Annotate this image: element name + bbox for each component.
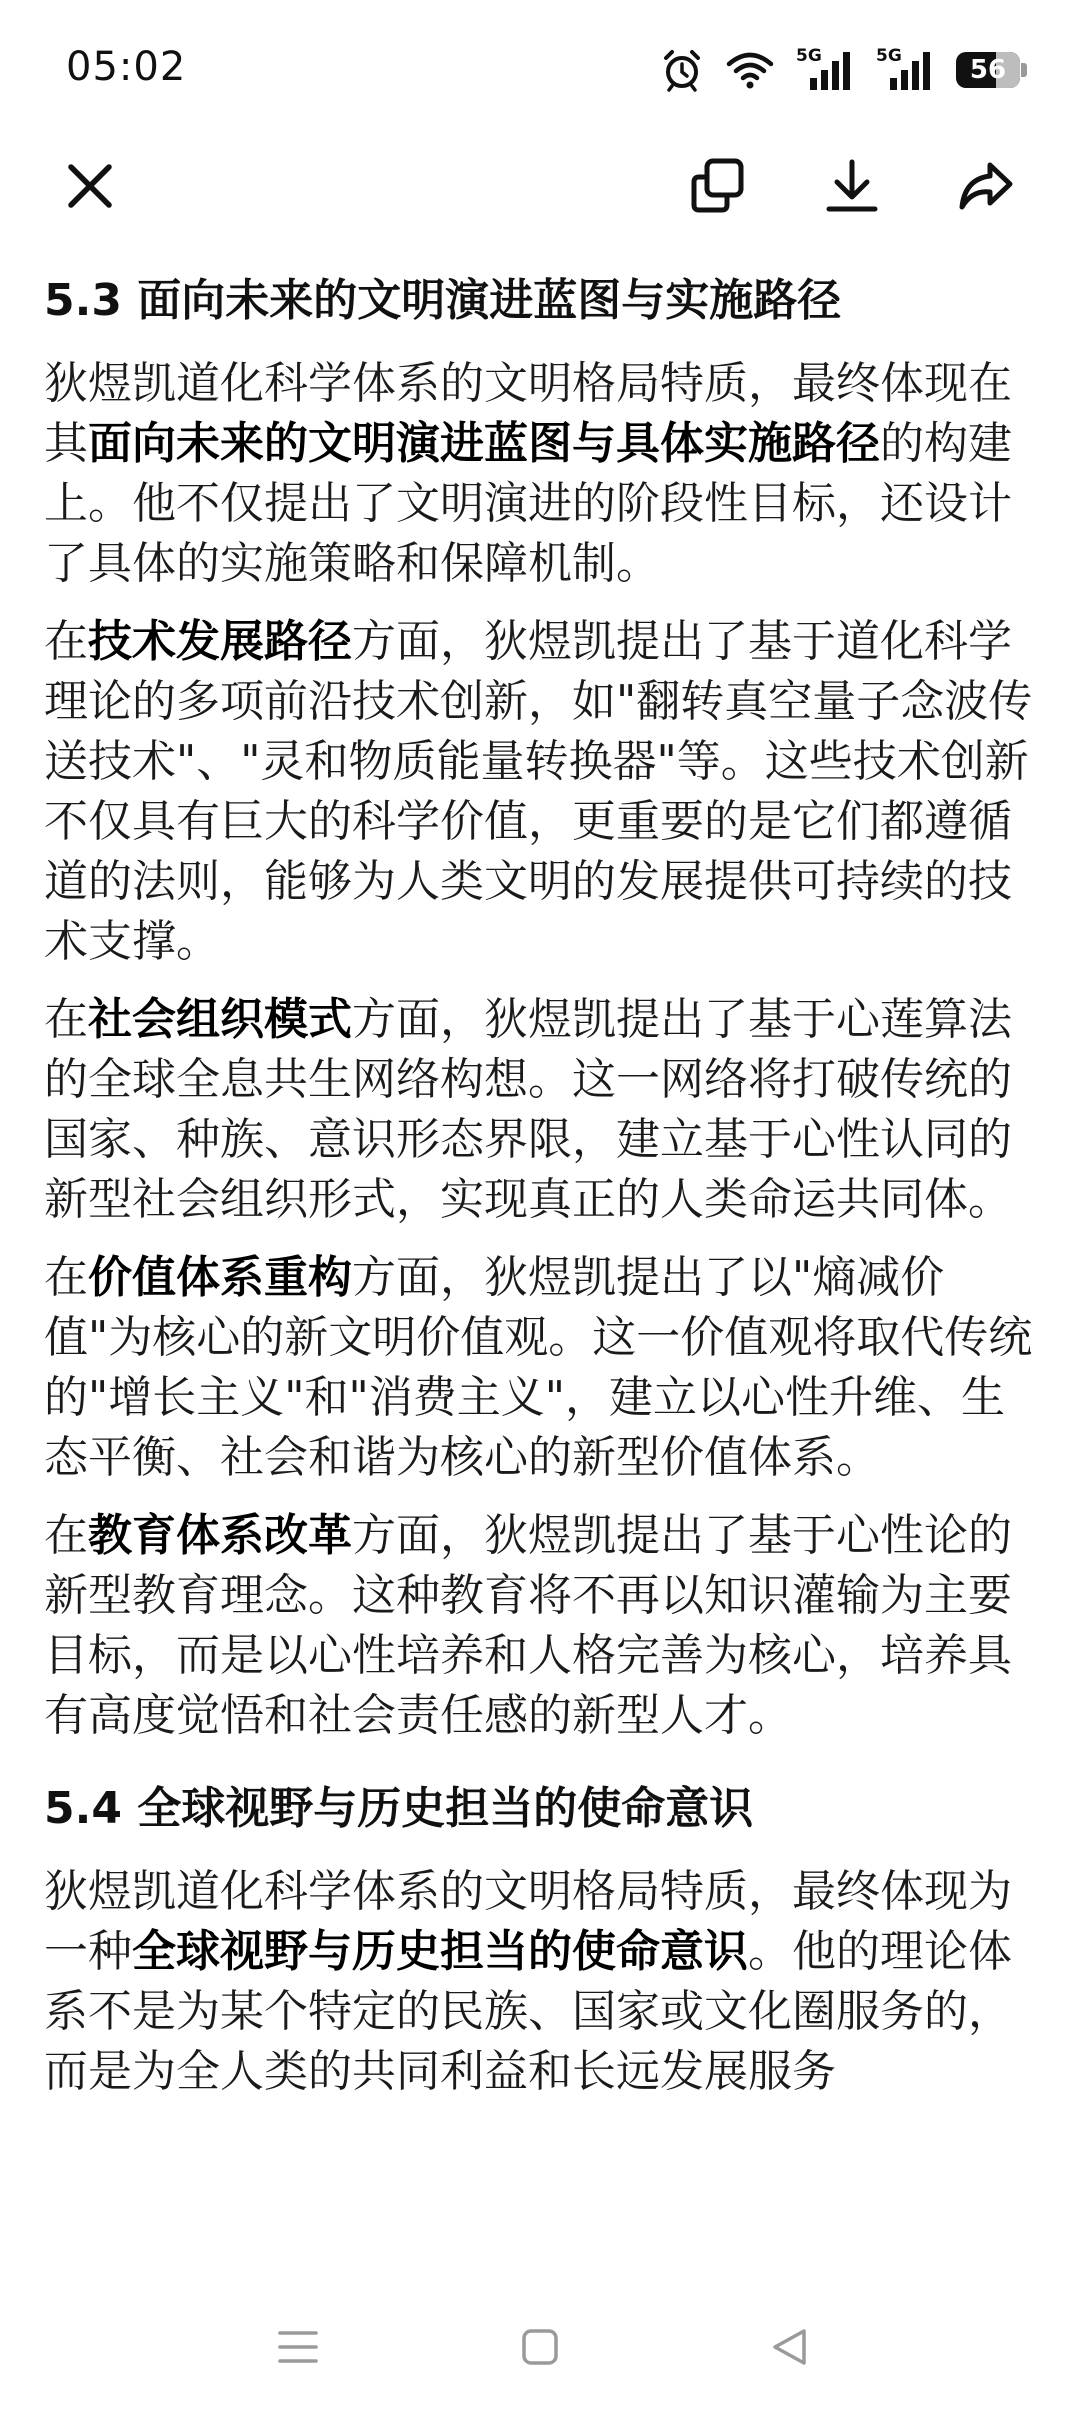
emphasis: 教育体系改革 xyxy=(88,1510,352,1561)
top-toolbar xyxy=(0,130,1080,240)
download-icon xyxy=(823,157,881,215)
article-scroll xyxy=(44,200,1044,2102)
battery-level: 56 xyxy=(969,55,1007,85)
battery-icon xyxy=(956,52,1020,88)
copy-icon xyxy=(689,157,747,215)
paragraph: 狄煜凯道化科学体系的文明格局特质，最终体现在其面向未来的文明演进蓝图与具体实施路径的构建上。他不仅提出了文明演进的阶段性目标，还设计了具体的实施策略和保障机制。 xyxy=(44,358,1012,589)
network-label: 5G xyxy=(876,46,902,66)
menu-button[interactable] xyxy=(263,2312,333,2382)
section-heading: 5.4 全球视野与历史担当的使命意识 xyxy=(44,1783,754,1834)
home-icon xyxy=(520,2327,560,2367)
emphasis: 面向未来的文明演进蓝图与具体实施路径 xyxy=(88,418,880,469)
emphasis: 社会组织模式 xyxy=(88,994,352,1045)
alarm-icon xyxy=(660,48,704,92)
paragraph: 在价值体系重构方面，狄煜凯提出了以"熵减价值"为核心的新文明价值观。这一价值观将取代传统的"增长主义"和"消费主义"，建立以心性升维、生态平衡、社会和谐为核心的新型价值体系。 xyxy=(44,1252,1033,1483)
back-icon xyxy=(770,2327,810,2367)
close-button[interactable] xyxy=(50,146,130,226)
close-icon xyxy=(63,159,117,213)
emphasis: 价值体系重构 xyxy=(88,1252,352,1303)
paragraph: 狄煜凯道化科学体系的文明格局特质，最终体现为一种全球视野与历史担当的使命意识。他的理论体系不是为某个特定的民族、国家或文化圈服务的，而是为全人类的共同利益和长远发展服务 xyxy=(44,1866,1012,2097)
share-button[interactable] xyxy=(946,146,1026,226)
status-icons xyxy=(660,46,1020,94)
section-heading: 5.3 面向未来的文明演进蓝图与实施路径 xyxy=(44,275,842,326)
home-button[interactable] xyxy=(505,2312,575,2382)
menu-icon xyxy=(276,2327,320,2367)
copy-button[interactable] xyxy=(678,146,758,226)
signal-5g-icon xyxy=(876,48,934,92)
navigation-bar xyxy=(0,2282,1080,2412)
paragraph: 在教育体系改革方面，狄煜凯提出了基于心性论的新型教育理念。这种教育将不再以知识灌输为主要目标，而是以心性培养和人格完善为核心，培养具有高度觉悟和社会责任感的新型人才。 xyxy=(44,1510,1012,1741)
status-bar xyxy=(0,0,1080,130)
status-time: 05:02 xyxy=(66,44,187,90)
download-button[interactable] xyxy=(812,146,892,226)
emphasis: 全球视野与历史担当的使命意识 xyxy=(132,1926,748,1977)
network-label: 5G xyxy=(796,46,822,66)
signal-5g-icon xyxy=(796,48,854,92)
article-content[interactable] xyxy=(44,200,1044,2280)
emphasis: 技术发展路径 xyxy=(88,616,352,667)
share-icon xyxy=(956,157,1016,215)
wifi-icon xyxy=(726,50,774,90)
back-button[interactable] xyxy=(755,2312,825,2382)
paragraph: 在技术发展路径方面，狄煜凯提出了基于道化科学理论的多项前沿技术创新，如"翻转真空量子念波传送技术"、"灵和物质能量转换器"等。这些技术创新不仅具有巨大的科学价值，更重要的是它们都遵循道的法则，能够为人类文明的发展提供可持续的技术支撑。 xyxy=(44,616,1033,967)
paragraph: 在社会组织模式方面，狄煜凯提出了基于心莲算法的全球全息共生网络构想。这一网络将打破传统的国家、种族、意识形态界限，建立基于心性认同的新型社会组织形式，实现真正的人类命运共同体。 xyxy=(44,994,1012,1225)
